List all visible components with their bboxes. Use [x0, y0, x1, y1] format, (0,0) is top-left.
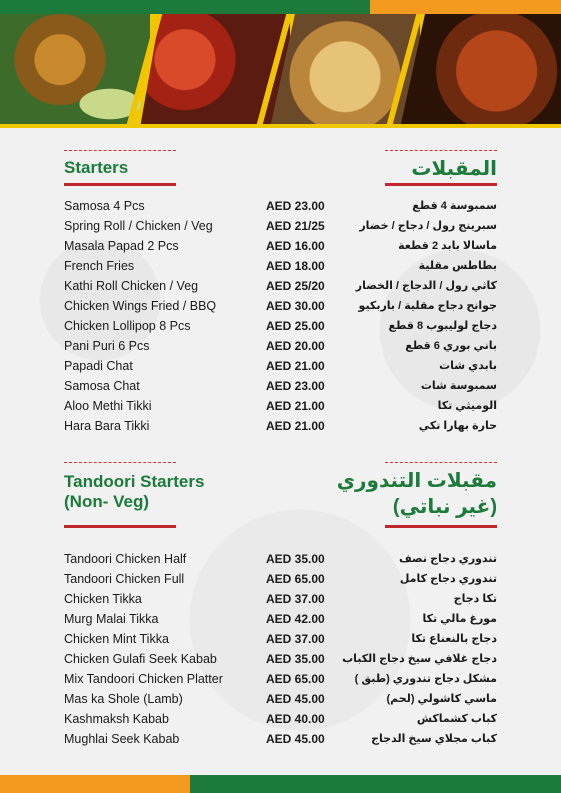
item-price: AED 45.00	[266, 692, 325, 706]
item-name-ar: كاثي رول / الدجاج / الخضار	[355, 280, 497, 292]
item-name-ar: دجاج غلافي سيخ دجاج الكباب	[342, 653, 497, 665]
item-name-ar: تندوري دجاج كامل	[399, 573, 497, 585]
item-name-en: Samosa Chat	[64, 379, 140, 393]
menu-item	[0, 216, 561, 236]
item-name-en: French Fries	[64, 259, 135, 273]
item-name-en: Chicken Wings Fried / BBQ	[64, 299, 217, 313]
item-price: AED 21.00	[266, 399, 325, 413]
item-price: AED 35.00	[266, 652, 325, 666]
item-name-ar: كباب كشماكش	[416, 713, 497, 725]
item-name-en: Aloo Methi Tikki	[64, 399, 152, 413]
item-name-ar: سبرينج رول / دجاج / خضار	[359, 220, 497, 232]
menu-item	[0, 649, 561, 669]
item-name-ar: سمبوسة 4 قطع	[412, 200, 497, 212]
item-name-ar: ماسالا بابد 2 قطعة	[398, 240, 497, 252]
menu-item	[0, 669, 561, 689]
item-price: AED 30.00	[266, 299, 325, 313]
section-title-tandoori-en: Tandoori Starters (Non- Veg)	[64, 472, 205, 511]
menu-item	[0, 316, 561, 336]
item-name-en: Pani Puri 6 Pcs	[64, 339, 150, 353]
menu-item	[0, 236, 561, 256]
item-price: AED 23.00	[266, 379, 325, 393]
item-price: AED 65.00	[266, 672, 325, 686]
section-title-starters-en: Starters	[64, 158, 129, 177]
item-name-en: Samosa 4 Pcs	[64, 199, 145, 213]
item-name-en: Hara Bara Tikki	[64, 419, 150, 433]
bottom-color-bar	[0, 775, 561, 793]
bottom-orange-band	[0, 775, 190, 793]
menu-item	[0, 296, 561, 316]
dashed-rule	[385, 462, 497, 463]
dashed-rule	[64, 150, 176, 151]
dashed-rule	[385, 150, 497, 151]
item-name-en: Tandoori Chicken Half	[64, 552, 187, 566]
item-name-en: Murg Malai Tikka	[64, 612, 159, 626]
item-name-ar: جوانح دجاج مقلية / باربكيو	[358, 300, 497, 312]
item-name-ar: كباب مجلاي سيخ الدجاج	[371, 733, 497, 745]
menu-item	[0, 629, 561, 649]
item-name-ar: حارة بهارا تكي	[418, 420, 497, 432]
section-underline	[64, 183, 176, 186]
section-underline	[385, 525, 497, 528]
menu-item	[0, 256, 561, 276]
item-price: AED 18.00	[266, 259, 325, 273]
item-name-ar: مورغ مالي تكا	[422, 613, 497, 625]
item-name-en: Kashmaksh Kabab	[64, 712, 169, 726]
item-name-en: Papadi Chat	[64, 359, 133, 373]
item-name-en: Tandoori Chicken Full	[64, 572, 185, 586]
item-price: AED 42.00	[266, 612, 325, 626]
menu-item	[0, 336, 561, 356]
item-name-en: Mas ka Shole (Lamb)	[64, 692, 183, 706]
item-name-en: Chicken Lollipop 8 Pcs	[64, 319, 191, 333]
item-name-en: Mughlai Seek Kabab	[64, 732, 180, 746]
item-price: AED 37.00	[266, 592, 325, 606]
item-name-en: Masala Papad 2 Pcs	[64, 239, 179, 253]
item-name-ar: مشكل دجاج تندوري (طبق )	[354, 673, 497, 685]
menu-item	[0, 416, 561, 436]
item-name-en: Mix Tandoori Chicken Platter	[64, 672, 223, 686]
menu-item	[0, 689, 561, 709]
item-name-en: Spring Roll / Chicken / Veg	[64, 219, 213, 233]
item-price: AED 20.00	[266, 339, 325, 353]
item-name-ar: تندوري دجاج نصف	[398, 553, 497, 565]
item-name-ar: بطاطس مقلية	[418, 260, 497, 272]
item-price: AED 25/20	[266, 279, 325, 293]
section-underline	[385, 183, 497, 186]
item-name-ar: تكا دجاج	[453, 593, 497, 605]
item-name-ar: سمبوسة شات	[420, 380, 497, 392]
item-price: AED 35.00	[266, 552, 325, 566]
item-price: AED 65.00	[266, 572, 325, 586]
menu-item	[0, 709, 561, 729]
item-price: AED 21.00	[266, 419, 325, 433]
item-price: AED 40.00	[266, 712, 325, 726]
menu-item	[0, 729, 561, 749]
item-name-ar: الوميثي تكا	[437, 400, 497, 412]
item-name-en: Chicken Mint Tikka	[64, 632, 169, 646]
section-title-tandoori-ar: مقبلات التندوري (غير نباتي)	[336, 470, 497, 518]
item-name-ar: دجاج بالنعناع تكا	[411, 633, 497, 645]
item-name-ar: دجاج لوليبوب 8 قطع	[388, 320, 497, 332]
menu-item	[0, 196, 561, 216]
item-price: AED 21.00	[266, 359, 325, 373]
item-price: AED 21/25	[266, 219, 325, 233]
menu-item	[0, 356, 561, 376]
menu-item	[0, 396, 561, 416]
item-name-en: Chicken Tikka	[64, 592, 142, 606]
item-price: AED 45.00	[266, 732, 325, 746]
item-name-ar: باني بوري 6 قطع	[405, 340, 497, 352]
section-title-starters-ar: المقبلات	[411, 158, 497, 180]
menu-item	[0, 589, 561, 609]
item-name-en: Kathi Roll Chicken / Veg	[64, 279, 199, 293]
dashed-rule	[64, 462, 176, 463]
item-name-ar: بابدي شات	[439, 360, 497, 372]
item-price: AED 23.00	[266, 199, 325, 213]
menu-item	[0, 569, 561, 589]
item-price: AED 37.00	[266, 632, 325, 646]
item-price: AED 16.00	[266, 239, 325, 253]
menu-item	[0, 276, 561, 296]
bottom-green-band	[190, 775, 561, 793]
menu-item	[0, 549, 561, 569]
item-name-en: Chicken Gulafi Seek Kabab	[64, 652, 217, 666]
item-name-ar: ماسي كاشولي (لحم)	[386, 693, 497, 705]
menu-item	[0, 609, 561, 629]
menu-item	[0, 376, 561, 396]
item-price: AED 25.00	[266, 319, 325, 333]
section-underline	[64, 525, 176, 528]
